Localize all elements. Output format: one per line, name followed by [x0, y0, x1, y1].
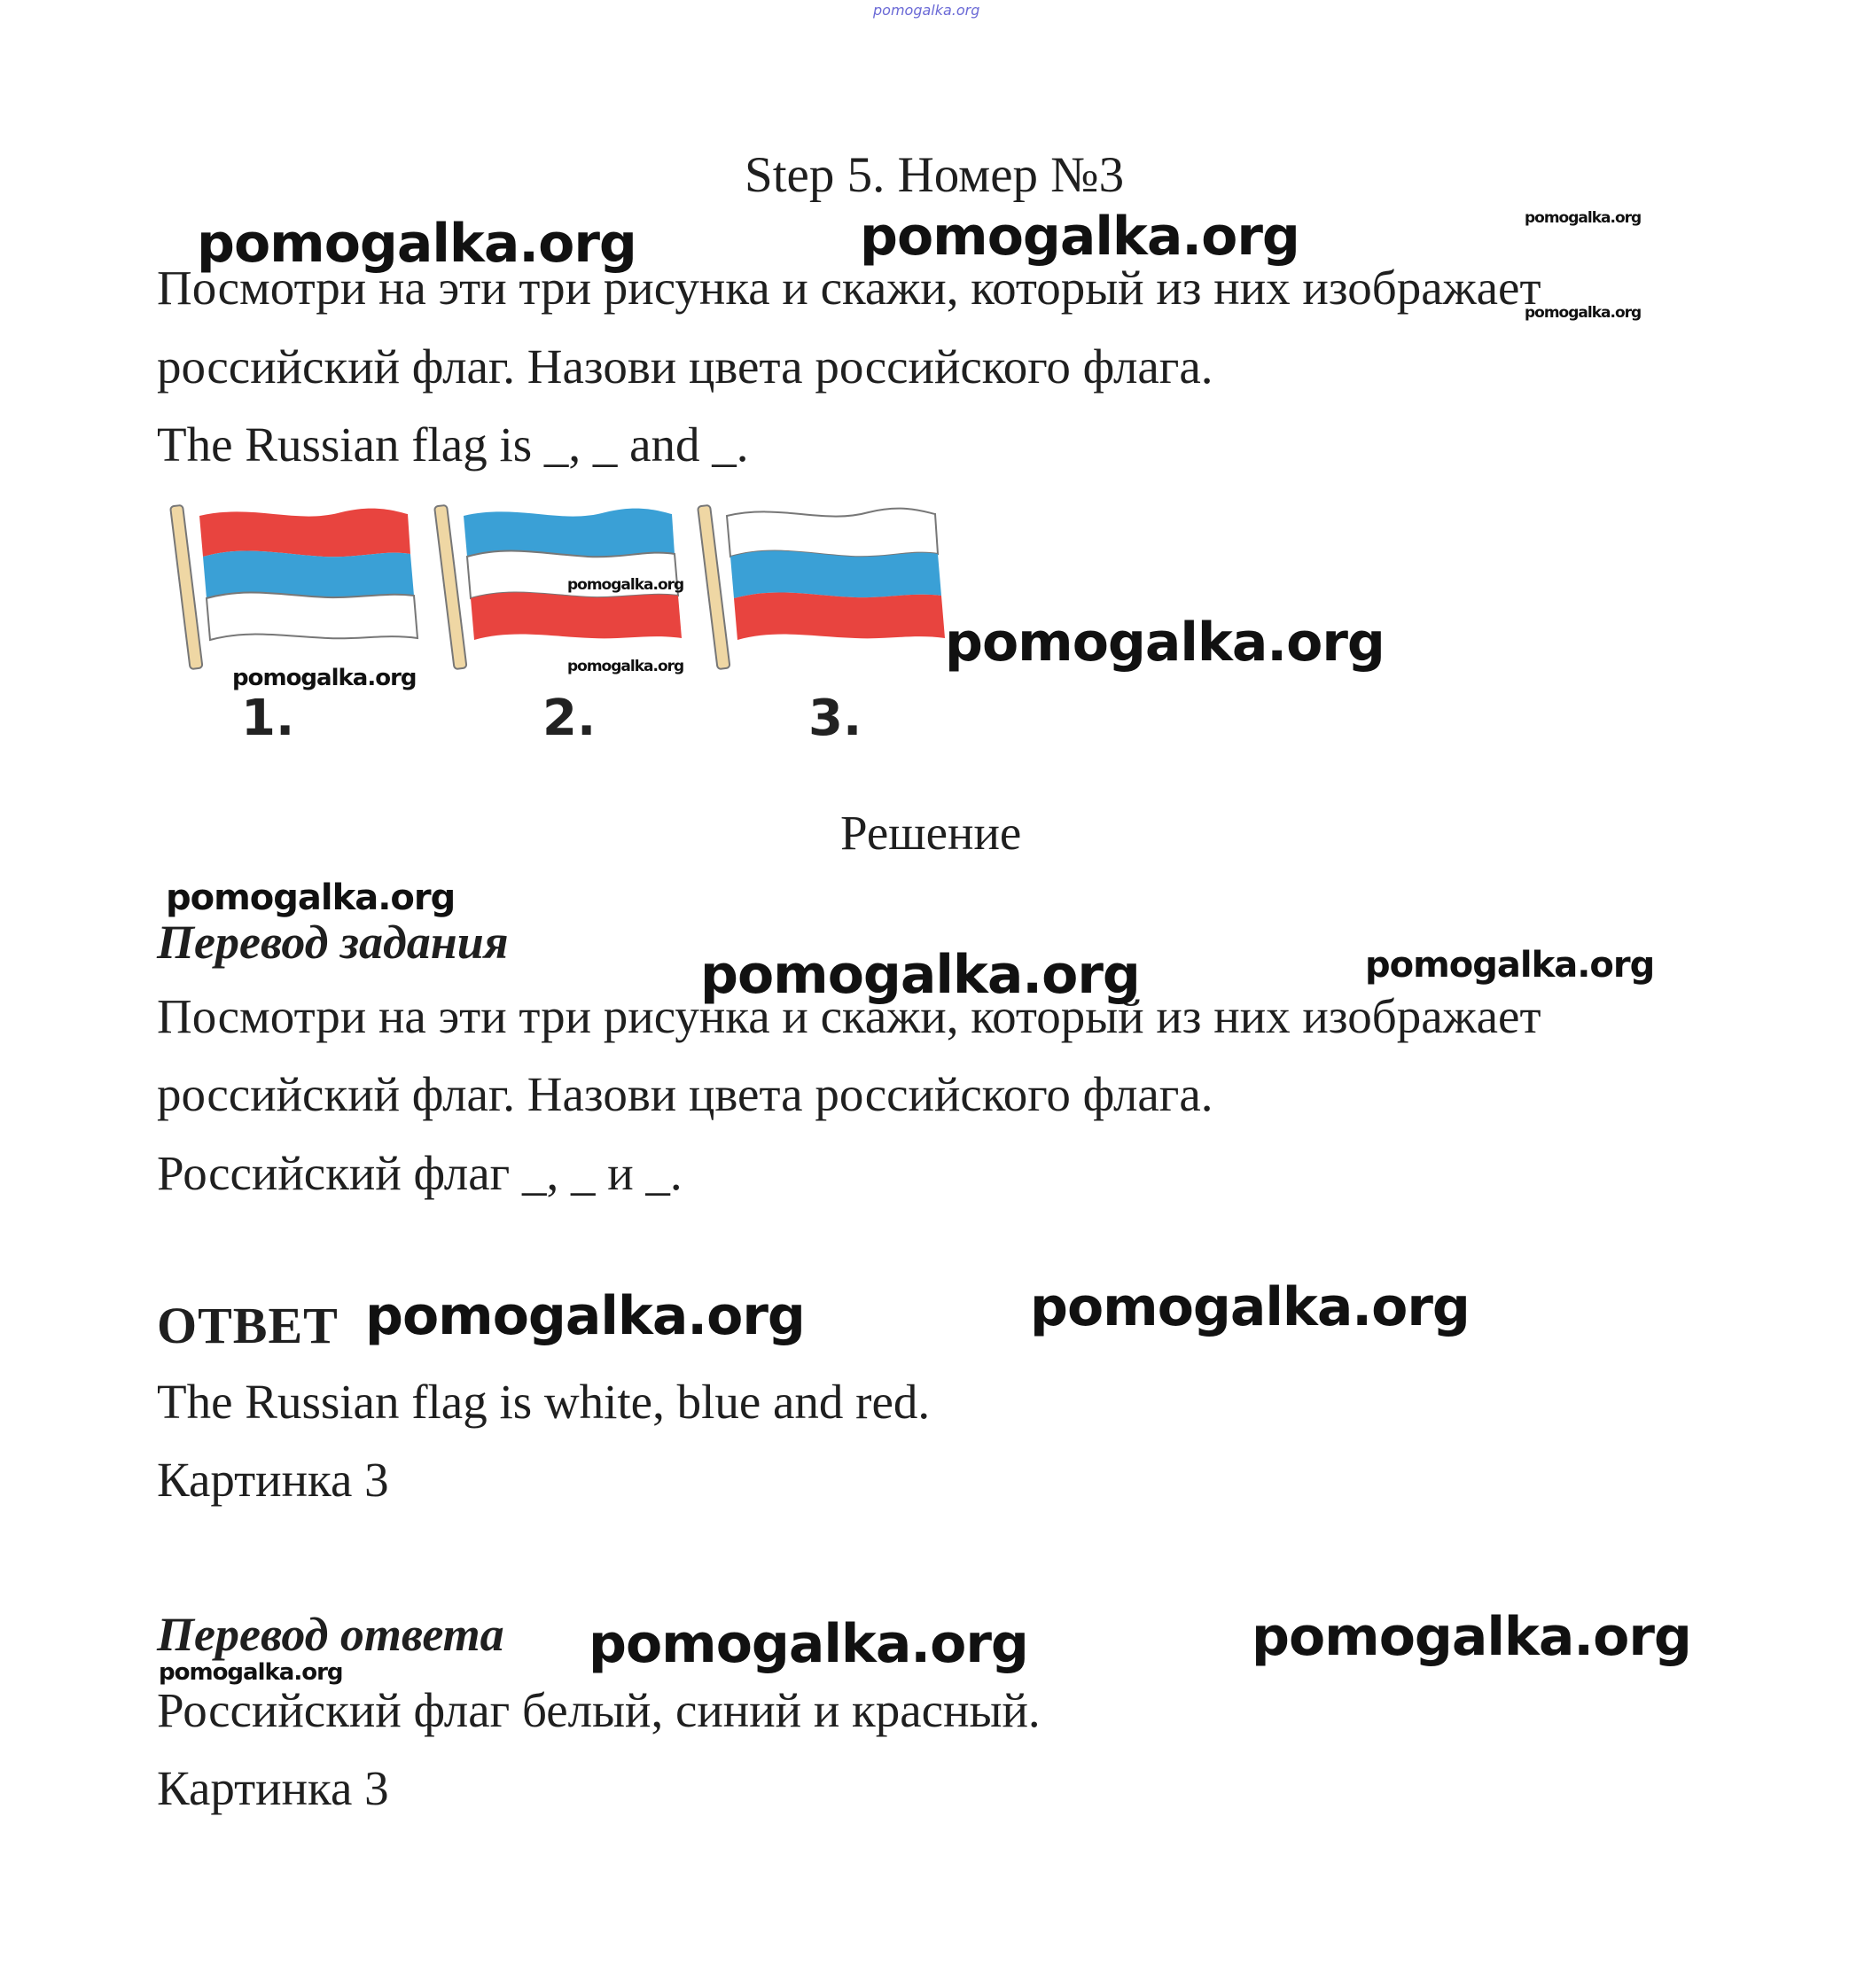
answer-heading: ОТВЕТ	[157, 1297, 339, 1354]
translation-task-line-1: Посмотри на эти три рисунка и скажи, который из них изображает	[157, 989, 1541, 1043]
watermark: pomogalka.org	[159, 1659, 343, 1686]
solution-title: Решение	[840, 806, 1022, 860]
watermark: pomogalka.org	[232, 665, 417, 691]
flag-2-number: 2.	[542, 690, 597, 747]
watermark: pomogalka.org	[567, 576, 684, 594]
flag-1-pole	[170, 505, 202, 669]
watermark: pomogalka.org	[197, 213, 636, 275]
watermark: pomogalka.org	[860, 206, 1299, 268]
flag-2-stripe-bottom	[471, 592, 682, 640]
answer-line-2: Картинка 3	[157, 1453, 389, 1507]
translation-task-heading: Перевод задания	[157, 916, 509, 969]
translation-task-line-3: Российский флаг _, _ и _.	[157, 1146, 683, 1200]
flag-3	[700, 505, 957, 682]
watermark: pomogalka.org	[166, 877, 456, 918]
answer-line-1: The Russian flag is white, blue and red.	[157, 1375, 931, 1429]
flag-3-pole	[698, 505, 729, 669]
flag-1-stripe-bottom	[207, 592, 417, 640]
flag-2-stripe-top	[464, 509, 675, 557]
flag-3-stripe-bottom	[734, 592, 945, 640]
watermark: pomogalka.org	[700, 944, 1140, 1006]
watermark: pomogalka.org	[945, 612, 1385, 674]
watermark: pomogalka.org	[589, 1613, 1028, 1675]
translation-task-line-2: российский флаг. Назови цвета российского флага.	[157, 1067, 1213, 1121]
translation-answer-line-1: Российский флаг белый, синий и красный.	[157, 1683, 1041, 1737]
watermark: pomogalka.org	[1525, 304, 1642, 322]
task-line-3: The Russian flag is _, _ and _.	[157, 417, 749, 472]
watermark: pomogalka.org	[1525, 209, 1642, 227]
flag-1-stripe-middle	[203, 550, 414, 598]
flag-1-number: 1.	[241, 690, 295, 747]
watermark: pomogalka.org	[1365, 945, 1655, 986]
flag-2	[437, 505, 694, 682]
task-line-1: Посмотри на эти три рисунка и скажи, который из них изображает	[157, 261, 1541, 315]
task-line-2: российский флаг. Назови цвета российского флага.	[157, 339, 1213, 394]
flag-3-number: 3.	[808, 690, 862, 747]
watermark: pomogalka.org	[365, 1285, 805, 1347]
flag-3-stripe-middle	[730, 550, 941, 598]
flag-3-stripe-top	[727, 509, 938, 557]
watermark: pomogalka.org	[1252, 1606, 1691, 1668]
flag-1-stripe-top	[199, 509, 410, 557]
translation-answer-heading: Перевод ответа	[157, 1608, 504, 1661]
watermark: pomogalka.org	[567, 658, 684, 675]
page-title: Step 5. Номер №3	[745, 147, 1125, 203]
watermark: pomogalka.org	[1030, 1276, 1470, 1338]
flag-2-pole	[434, 505, 466, 669]
flag-1	[173, 505, 430, 682]
translation-answer-line-2: Картинка 3	[157, 1761, 389, 1815]
top-watermark: pomogalka.org	[873, 2, 980, 19]
